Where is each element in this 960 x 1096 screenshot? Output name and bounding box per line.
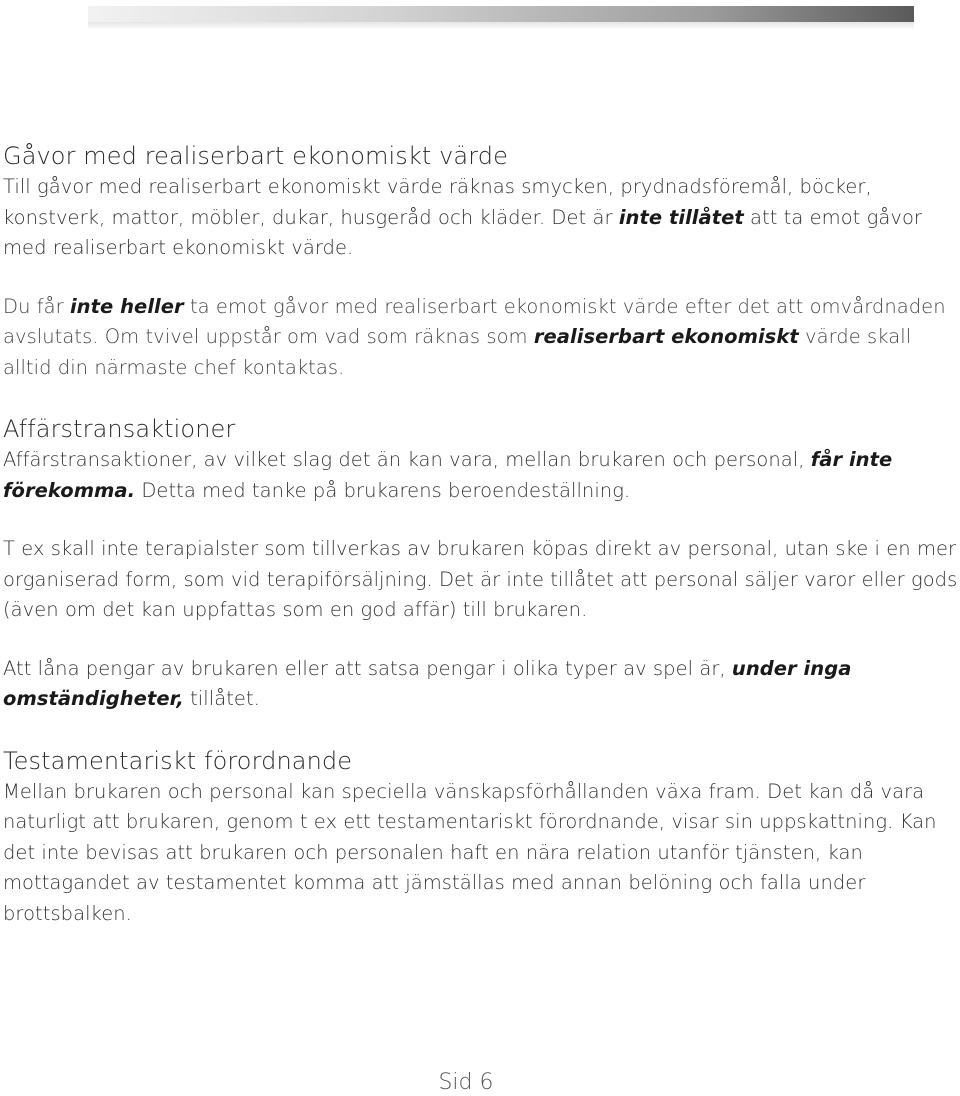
text-run: tillåtet.	[183, 687, 260, 710]
paragraph-spacer	[3, 264, 959, 292]
paragraph-gavor-2	[3, 292, 959, 384]
text-run: att ta emot gåvor med realiserbart ekonomiskt värde.	[3, 205, 923, 259]
section-heading-affarstransaktioner: Affärstransaktioner	[3, 415, 236, 443]
text-run: Detta med tanke på brukarens beroendeställning.	[135, 478, 631, 502]
section-spacer	[3, 383, 959, 413]
paragraph-testamente-1: Mellan brukaren och personal kan speciella vänskapsförhållanden växa fram. Det kan då vara naturligt att brukaren, genom t ex ett testamentariskt förordnande, visar sin uppskattning. Kan det inte bevisas att brukaren och personalen haft en nära relation utanför tjänsten, kan mottagandet av testamentet komma att jämställas med annan belöning och falla under brottsbalken.	[3, 779, 937, 925]
section-affarstransaktioner	[3, 413, 959, 715]
text-run: Affärstransaktioner, av vilket slag det än kan vara, mellan brukaren och personal,	[3, 448, 811, 471]
emphasis-text: får inte förekomma.	[3, 448, 893, 502]
emphasis-text: under inga omständigheter,	[3, 656, 852, 710]
section-spacer	[3, 715, 959, 745]
text-run: ta emot gåvor med realiserbart ekonomiskt värde efter det att omvårdnaden avslutats. Om tvivel uppstår om vad som räknas som	[3, 294, 946, 348]
paragraph-gavor-1	[3, 172, 959, 264]
paragraph-spacer	[3, 626, 959, 654]
section-heading-testamente: Testamentariskt förordnande	[3, 746, 353, 775]
paragraph-spacer	[3, 506, 959, 534]
paragraph-affars-2: T ex skall inte terapialster som tillverkas av brukaren köpas direkt av personal, utan ske i en mer organiserad form, som vid terapiförsäljning. Det är inte tillåtet att personal säljer varor eller gods (även om det kan uppfattas som en god affär) till brukaren.	[3, 537, 958, 621]
header-decorative-bar	[88, 6, 914, 22]
emphasis-text: inte heller	[69, 294, 184, 318]
text-run: Du får	[3, 294, 70, 318]
text-run: Till gåvor med realiserbart ekonomiskt värde räknas smycken, prydnadsföremål, böcker, konstverk, mattor, möbler, dukar, husgeråd och kläder. Det är	[3, 175, 872, 229]
section-heading-gavor: Gåvor med realiserbart ekonomiskt värde	[3, 142, 508, 170]
paragraph-affars-1	[3, 445, 959, 506]
document-body	[3, 140, 959, 929]
page-number: Sid 6	[438, 1070, 494, 1095]
section-gavor	[3, 140, 959, 383]
paragraph-affars-3	[3, 654, 959, 715]
section-testamente	[3, 745, 959, 930]
text-run: värde skall alltid din närmaste chef kontaktas.	[3, 325, 912, 379]
emphasis-text: realiserbart ekonomiskt	[533, 325, 799, 348]
emphasis-text: inte tillåtet	[618, 205, 744, 229]
header-bar-shadow	[88, 22, 914, 30]
text-run: Att låna pengar av brukaren eller att satsa pengar i olika typer av spel är,	[3, 656, 732, 680]
